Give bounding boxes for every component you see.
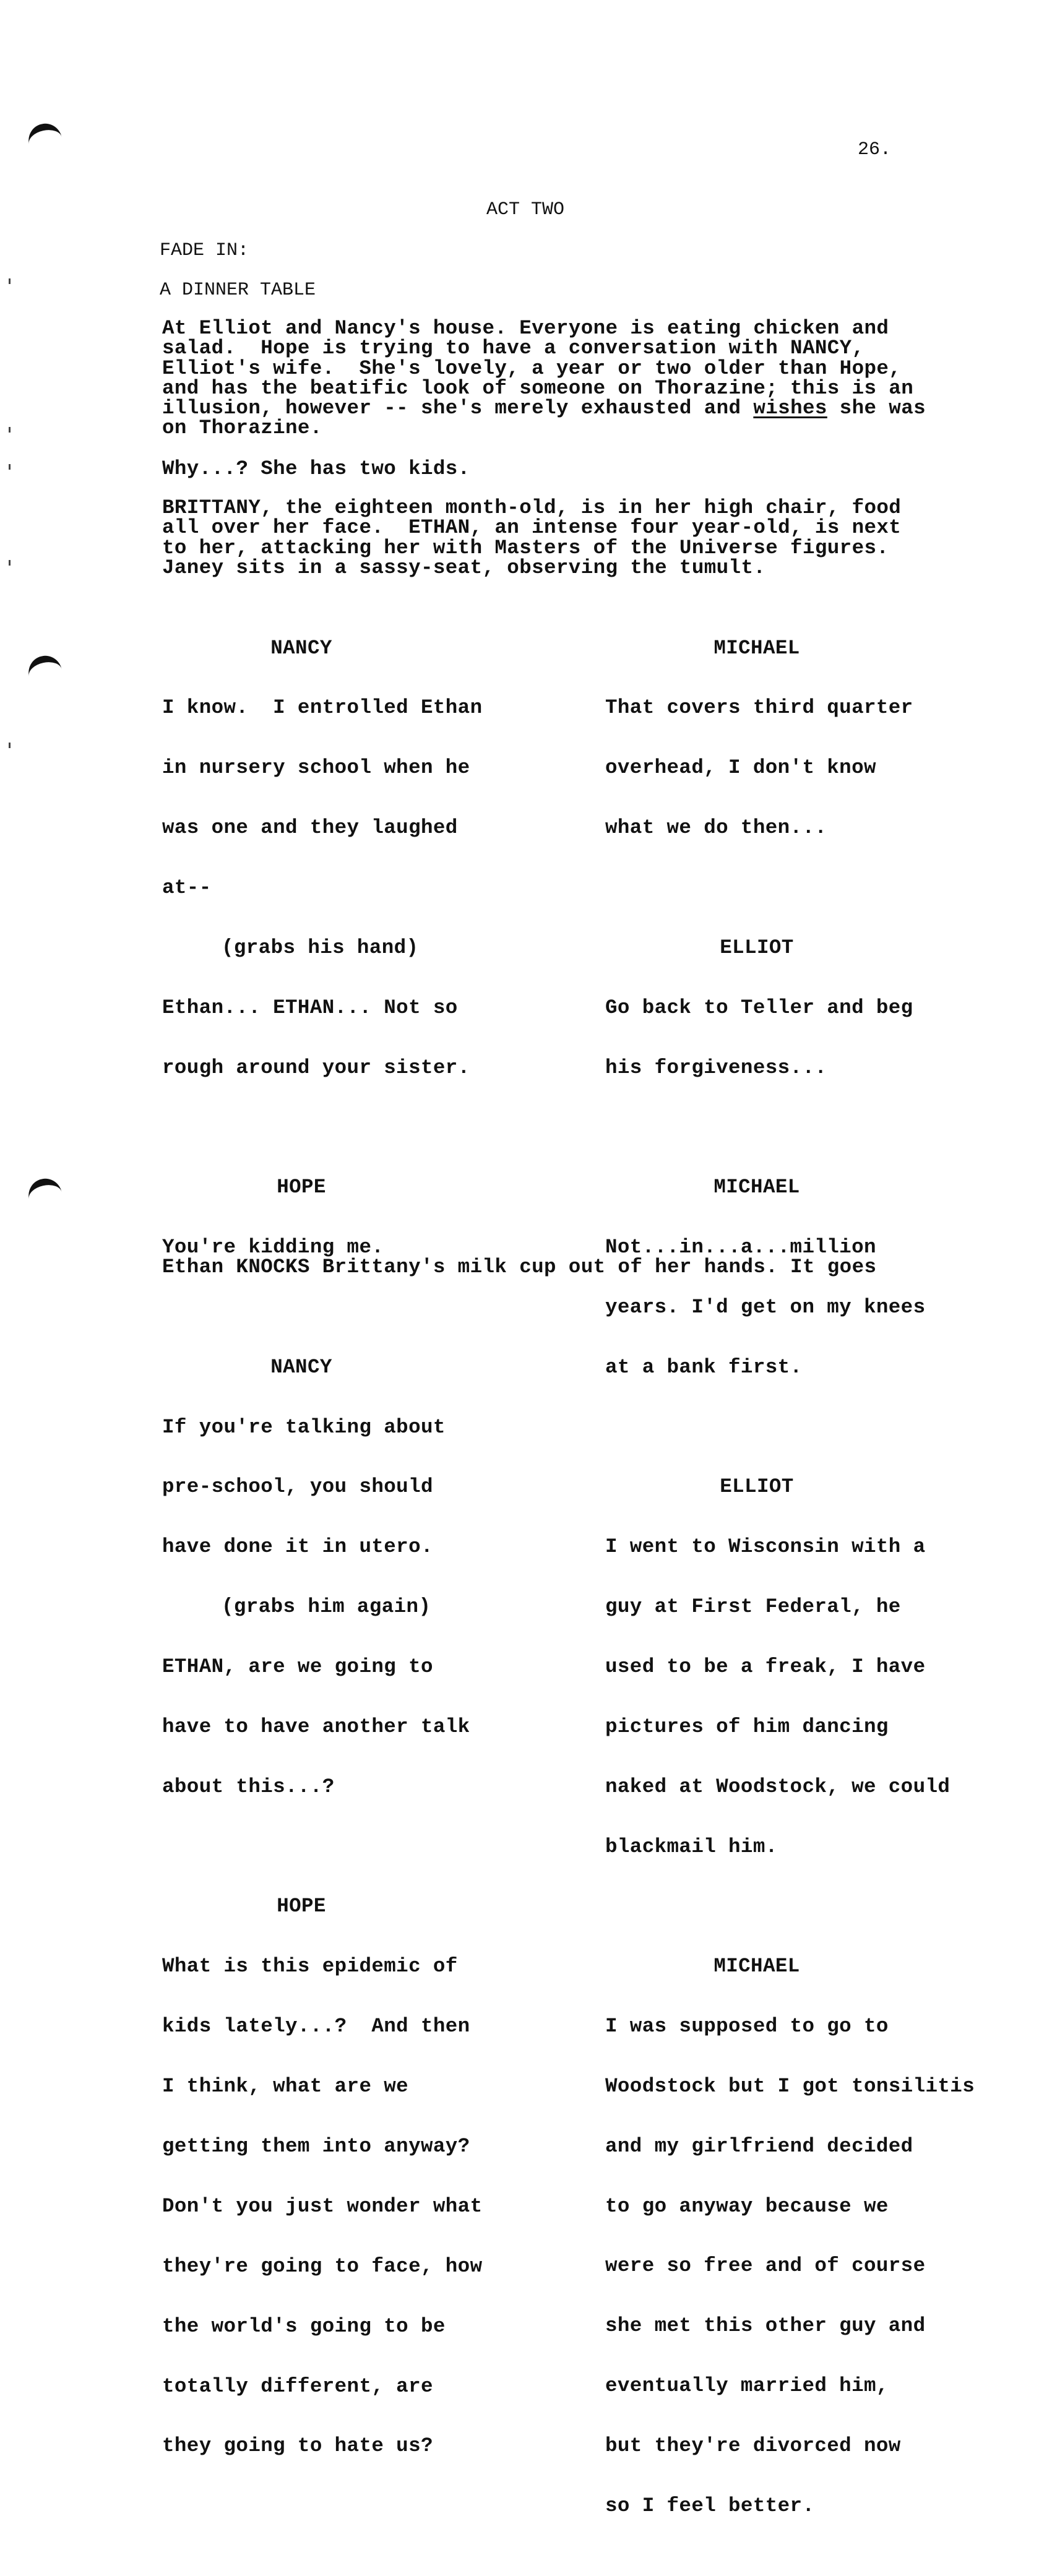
action-line [162,398,936,418]
action-line: Janey sits in a sassy-seat, observing the tumult. [162,556,766,579]
character-name: MICHAEL [714,1176,800,1199]
punch-mark-top [25,121,63,148]
dialogue-line: at-- [162,876,212,900]
dialogue-line: You're kidding me. [162,1236,384,1259]
dialogue-block [162,598,509,1118]
dialogue-line: and my girlfriend decided [605,2134,913,2158]
action-line-start: illusion, however -- she's merely exhausted and [162,397,754,420]
dialogue-line: have done it in utero. [162,1535,433,1559]
action-line: and has the beatific look of someone on Thorazine; this is an [162,376,914,400]
dialogue-block [605,598,1001,878]
action-line: Ethan KNOCKS Brittany's milk cup out of her hands. It goes [162,1256,877,1278]
dialogue-line: I think, what are we [162,2075,409,2098]
action-paragraph [162,319,936,439]
character-name: ELLIOT [720,936,794,959]
dialogue-block [162,1857,509,2497]
margin-speck [9,427,11,433]
underlined-word: wishes [753,397,827,420]
character-name: ELLIOT [720,1475,794,1499]
action-line: salad. Hope is trying to have a conversation with NANCY, [162,337,864,360]
dialogue-line: I went to Wisconsin with a [605,1535,926,1559]
dialogue-line: to go anyway because we [605,2194,889,2218]
action-line: to her, attacking her with Masters of the Universe figures. [162,536,889,559]
action-line: Elliot's wife. She's lovely, a year or two older than Hope, [162,356,902,380]
action-line: At Elliot and Nancy's house. Everyone is eating chicken and [162,317,889,340]
margin-speck [9,560,11,566]
action-line: all over her face. ETHAN, an intense four year-old, is next [162,516,902,540]
parenthetical: (grabs him again) [222,1595,431,1619]
dialogue-line: I was supposed to go to [605,2014,889,2038]
action-paragraph [162,1257,936,1277]
character-name: MICHAEL [714,1955,800,1978]
dialogue-line: but they're divorced now [605,2434,901,2458]
character-name: NANCY [270,636,332,660]
dialogue-line: used to be a freak, I have [605,1655,926,1678]
parenthetical: (grabs his hand) [222,936,419,960]
action-paragraph [162,459,936,479]
dialogue-line: pre-school, you should [162,1475,433,1499]
dialogue-line: What is this epidemic of [162,1955,458,1978]
dialogue-block [162,1317,509,1837]
action-paragraph [162,498,936,578]
dialogue-line: in nursery school when he [162,756,470,780]
dialogue-line: ETHAN, are we going to [162,1655,433,1679]
margin-speck [9,464,11,470]
dialogue-line: If you're talking about [162,1415,446,1439]
dialogue-line: overhead, I don't know [605,756,876,780]
dialogue-line: Go back to Teller and beg [605,996,913,1019]
action-line: Why...? She has two kids. [162,457,470,480]
dialogue-line: years. I'd get on my knees [605,1295,926,1319]
character-name: MICHAEL [714,636,800,660]
dialogue-line: Not...in...a...million [605,1235,876,1259]
dialogue-line: naked at Woodstock, we could [605,1775,951,1798]
transition: FADE IN: [160,240,249,261]
dialogue-line: have to have another talk [162,1715,470,1739]
scene-heading: A DINNER TABLE [160,280,316,301]
page-number: 26. [858,139,892,160]
margin-speck [9,743,11,748]
act-heading: ACT TWO [486,199,565,220]
dialogue-line: rough around your sister. [162,1056,470,1079]
dialogue-block [605,898,1001,1118]
dialogue-line: eventually married him, [605,2374,889,2398]
dialogue-line: getting them into anyway? [162,2134,470,2158]
dialogue-line: I know. I entrolled Ethan [162,696,483,720]
dialogue-line: kids lately...? And then [162,2015,470,2038]
character-name: HOPE [277,1176,326,1199]
dialogue-block [605,1437,1001,1897]
character-name: NANCY [270,1355,332,1379]
dialogue-line: so I feel better. [605,2494,815,2518]
dialogue-line: about this...? [162,1775,335,1798]
dialogue-line: they going to hate us? [162,2434,433,2458]
dialogue-block [605,1916,1001,2556]
dialogue-line: she met this other guy and [605,2314,926,2338]
dialogue-line: his forgiveness... [605,1056,827,1079]
dialogue-line: That covers third quarter [605,696,913,720]
punch-mark-middle [25,653,63,680]
action-line: on Thorazine. [162,416,322,440]
dialogue-line: pictures of him dancing [605,1715,889,1738]
dialogue-line: Ethan... ETHAN... Not so [162,996,458,1019]
dialogue-line: what we do then... [605,816,827,840]
dialogue-line: the world's going to be [162,2314,446,2338]
dialogue-column-left [162,598,509,2516]
dialogue-line: were so free and of course [605,2254,926,2278]
dialogue-line: Woodstock but I got tonsilitis [605,2074,975,2098]
margin-speck [9,278,11,284]
character-name: HOPE [277,1895,326,1918]
dialogue-line: totally different, are [162,2374,433,2398]
punch-mark-bottom [25,1176,63,1203]
dialogue-line: Don't you just wonder what [162,2194,483,2218]
dialogue-line: at a bank first. [605,1355,803,1379]
dialogue-line: was one and they laughed [162,816,458,840]
dialogue-line: guy at First Federal, he [605,1595,901,1618]
dialogue-line: they're going to face, how [162,2254,483,2278]
dialogue-column-right [605,598,1001,2576]
action-line-end: she was [827,397,926,420]
dialogue-line: blackmail him. [605,1835,778,1858]
action-line: BRITTANY, the eighteen month-old, is in her high chair, food [162,496,902,519]
